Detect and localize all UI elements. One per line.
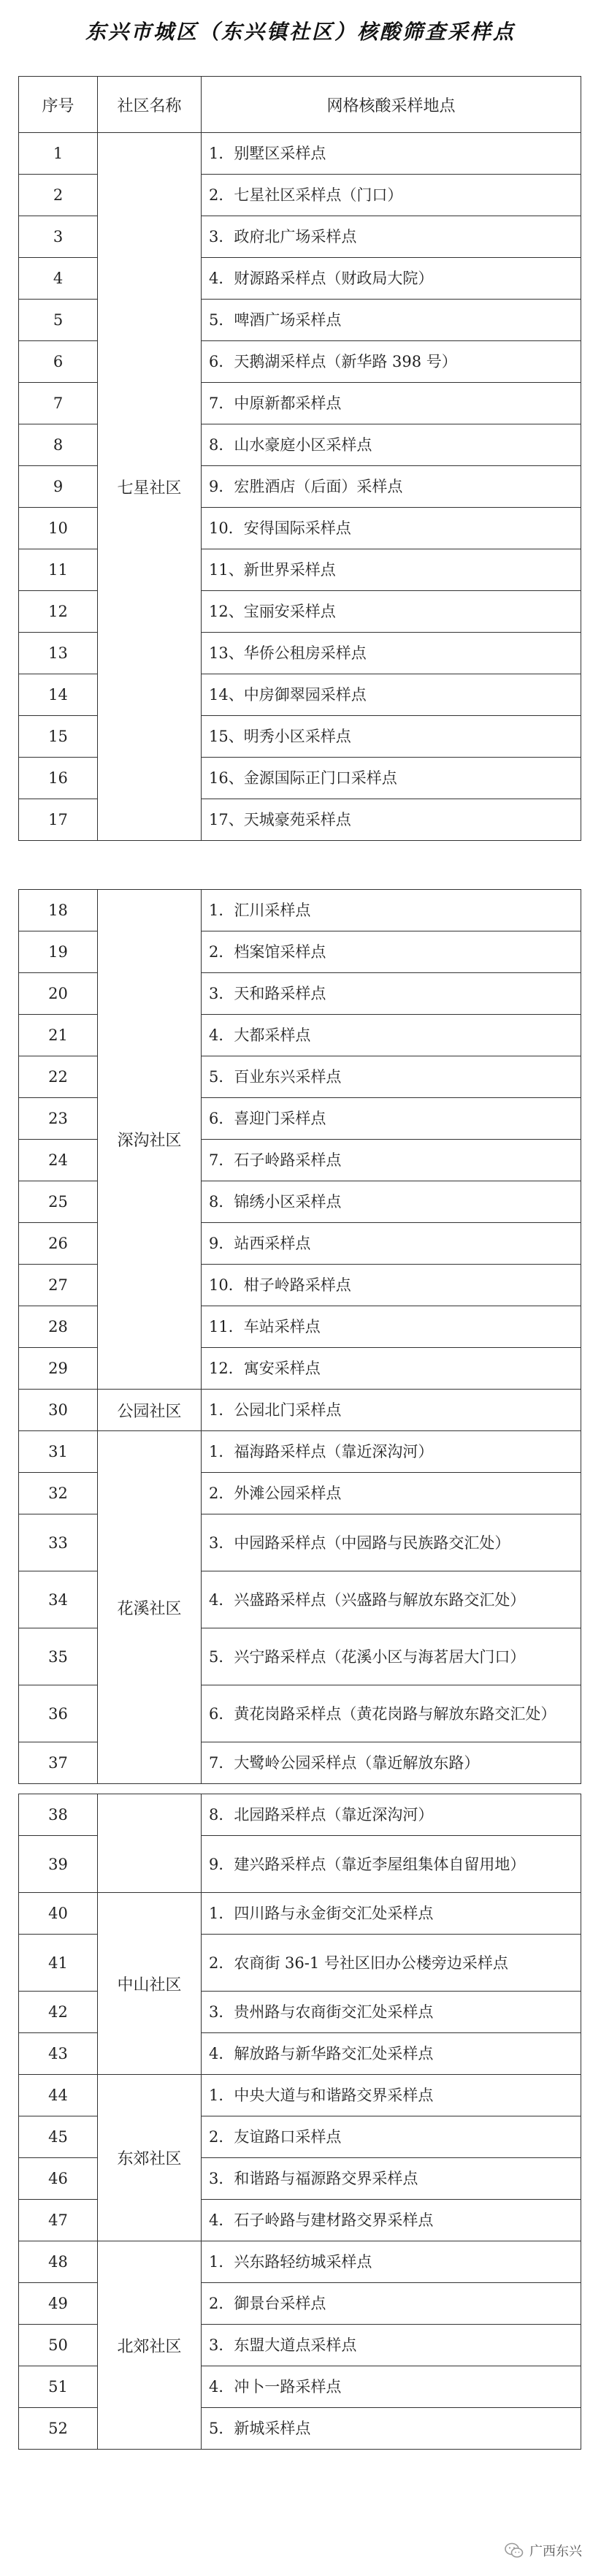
row-site: 5．兴宁路采样点（花溪小区与海茗居大门口） bbox=[202, 1628, 581, 1685]
row-no: 26 bbox=[19, 1223, 98, 1265]
row-site: 3．中园路采样点（中园路与民族路交汇处） bbox=[202, 1514, 581, 1571]
row-site: 3．天和路采样点 bbox=[202, 973, 581, 1015]
header-site: 网格核酸采样地点 bbox=[202, 77, 581, 133]
row-no: 22 bbox=[19, 1056, 98, 1098]
row-no: 18 bbox=[19, 890, 98, 931]
header-no: 序号 bbox=[19, 77, 98, 133]
row-no: 9 bbox=[19, 466, 98, 508]
row-site: 4．兴盛路采样点（兴盛路与解放东路交汇处） bbox=[202, 1571, 581, 1628]
footer-text: 广西东兴 bbox=[529, 2544, 582, 2559]
row-no: 39 bbox=[19, 1836, 98, 1893]
row-no: 7 bbox=[19, 383, 98, 424]
row-site: 2．御景台采样点 bbox=[202, 2283, 581, 2325]
row-no: 40 bbox=[19, 1893, 98, 1935]
table-row bbox=[19, 890, 581, 931]
row-no: 1 bbox=[19, 133, 98, 175]
row-site: 3．贵州路与农商街交汇处采样点 bbox=[202, 1992, 581, 2033]
row-site: 11．车站采样点 bbox=[202, 1306, 581, 1348]
table-header bbox=[19, 77, 581, 133]
row-no: 20 bbox=[19, 973, 98, 1015]
row-site: 5．新城采样点 bbox=[202, 2408, 581, 2450]
row-no: 50 bbox=[19, 2325, 98, 2366]
row-no: 48 bbox=[19, 2241, 98, 2283]
row-site: 1．别墅区采样点 bbox=[202, 133, 581, 175]
row-no: 24 bbox=[19, 1140, 98, 1181]
row-no: 6 bbox=[19, 341, 98, 383]
row-no: 43 bbox=[19, 2033, 98, 2075]
table-row bbox=[19, 1794, 581, 1836]
row-site: 7．中原新都采样点 bbox=[202, 383, 581, 424]
community-gongyuan: 公园社区 bbox=[98, 1390, 202, 1431]
row-site: 6．黄花岗路采样点（黄花岗路与解放东路交汇处） bbox=[202, 1685, 581, 1742]
community-huaxi-cont bbox=[98, 1794, 202, 1893]
community-dongjiao: 东郊社区 bbox=[98, 2075, 202, 2241]
row-no: 42 bbox=[19, 1992, 98, 2033]
row-no: 17 bbox=[19, 799, 98, 841]
row-no: 34 bbox=[19, 1571, 98, 1628]
row-site: 2．农商街 36-1 号社区旧办公楼旁边采样点 bbox=[202, 1935, 581, 1992]
table-row bbox=[19, 1390, 581, 1431]
row-site: 4．大都采样点 bbox=[202, 1015, 581, 1056]
row-site: 9．建兴路采样点（靠近李屋组集体自留用地） bbox=[202, 1836, 581, 1893]
row-site: 17、天城豪苑采样点 bbox=[202, 799, 581, 841]
row-site: 14、中房御翠园采样点 bbox=[202, 674, 581, 716]
row-no: 28 bbox=[19, 1306, 98, 1348]
row-site: 3．东盟大道点采样点 bbox=[202, 2325, 581, 2366]
row-no: 27 bbox=[19, 1265, 98, 1306]
row-site: 5．百业东兴采样点 bbox=[202, 1056, 581, 1098]
row-site: 7．大鹭岭公园采样点（靠近解放东路） bbox=[202, 1742, 581, 1784]
row-site: 3．和谐路与福源路交界采样点 bbox=[202, 2158, 581, 2200]
row-no: 36 bbox=[19, 1685, 98, 1742]
row-no: 31 bbox=[19, 1431, 98, 1473]
row-no: 3 bbox=[19, 216, 98, 258]
row-no: 32 bbox=[19, 1473, 98, 1514]
table-row bbox=[19, 1893, 581, 1935]
row-site: 1．四川路与永金街交汇处采样点 bbox=[202, 1893, 581, 1935]
row-site: 3．政府北广场采样点 bbox=[202, 216, 581, 258]
row-no: 5 bbox=[19, 300, 98, 341]
row-site: 4．石子岭路与建材路交界采样点 bbox=[202, 2200, 581, 2241]
row-no: 25 bbox=[19, 1181, 98, 1223]
row-site: 8．山水豪庭小区采样点 bbox=[202, 424, 581, 466]
community-beijiao: 北郊社区 bbox=[98, 2241, 202, 2450]
row-site: 8．北园路采样点（靠近深沟河） bbox=[202, 1794, 581, 1836]
row-no: 49 bbox=[19, 2283, 98, 2325]
row-no: 33 bbox=[19, 1514, 98, 1571]
row-site: 2．外滩公园采样点 bbox=[202, 1473, 581, 1514]
row-no: 19 bbox=[19, 931, 98, 973]
row-site: 1．福海路采样点（靠近深沟河） bbox=[202, 1431, 581, 1473]
row-site: 6．喜迎门采样点 bbox=[202, 1098, 581, 1140]
row-site: 8．锦绣小区采样点 bbox=[202, 1181, 581, 1223]
community-shengou: 深沟社区 bbox=[98, 890, 202, 1390]
row-no: 2 bbox=[19, 175, 98, 216]
row-no: 21 bbox=[19, 1015, 98, 1056]
row-site: 16、金源国际正门口采样点 bbox=[202, 758, 581, 799]
row-site: 12、宝丽安采样点 bbox=[202, 591, 581, 633]
row-no: 11 bbox=[19, 549, 98, 591]
footer-watermark bbox=[505, 2541, 582, 2560]
row-site: 1．公园北门采样点 bbox=[202, 1390, 581, 1431]
row-no: 8 bbox=[19, 424, 98, 466]
row-no: 14 bbox=[19, 674, 98, 716]
page-title: 东兴市城区（东兴镇社区）核酸筛查采样点 bbox=[85, 20, 516, 44]
row-site: 1．中央大道与和谐路交界采样点 bbox=[202, 2075, 581, 2116]
row-no: 47 bbox=[19, 2200, 98, 2241]
row-site: 6．天鹅湖采样点（新华路 398 号） bbox=[202, 341, 581, 383]
row-no: 23 bbox=[19, 1098, 98, 1140]
row-no: 52 bbox=[19, 2408, 98, 2450]
row-site: 15、明秀小区采样点 bbox=[202, 716, 581, 758]
row-no: 51 bbox=[19, 2366, 98, 2408]
row-no: 29 bbox=[19, 1348, 98, 1390]
row-no: 44 bbox=[19, 2075, 98, 2116]
row-site: 4．财源路采样点（财政局大院） bbox=[202, 258, 581, 300]
row-site: 5．啤酒广场采样点 bbox=[202, 300, 581, 341]
row-site: 9．宏胜酒店（后面）采样点 bbox=[202, 466, 581, 508]
community-zhongshan: 中山社区 bbox=[98, 1893, 202, 2075]
row-site: 12．寓安采样点 bbox=[202, 1348, 581, 1390]
row-site: 10．柑子岭路采样点 bbox=[202, 1265, 581, 1306]
table-row bbox=[19, 133, 581, 175]
row-site: 1．汇川采样点 bbox=[202, 890, 581, 931]
row-no: 41 bbox=[19, 1935, 98, 1992]
table-block-2 bbox=[18, 889, 581, 1784]
table-block-1 bbox=[18, 76, 581, 841]
table-block-3 bbox=[18, 1794, 581, 2450]
row-no: 35 bbox=[19, 1628, 98, 1685]
row-site: 13、华侨公租房采样点 bbox=[202, 633, 581, 674]
row-no: 38 bbox=[19, 1794, 98, 1836]
row-no: 46 bbox=[19, 2158, 98, 2200]
row-no: 45 bbox=[19, 2116, 98, 2158]
row-site: 2．七星社区采样点（门口） bbox=[202, 175, 581, 216]
table-row bbox=[19, 2075, 581, 2116]
wechat-icon bbox=[505, 2542, 524, 2558]
row-site: 2．档案馆采样点 bbox=[202, 931, 581, 973]
row-site: 1．兴东路轻纺城采样点 bbox=[202, 2241, 581, 2283]
row-site: 10．安得国际采样点 bbox=[202, 508, 581, 549]
community-huaxi: 花溪社区 bbox=[98, 1431, 202, 1784]
table-row bbox=[19, 1431, 581, 1473]
row-site: 4．冲卜一路采样点 bbox=[202, 2366, 581, 2408]
header-community: 社区名称 bbox=[98, 77, 202, 133]
row-no: 13 bbox=[19, 633, 98, 674]
row-no: 4 bbox=[19, 258, 98, 300]
row-no: 37 bbox=[19, 1742, 98, 1784]
row-site: 7．石子岭路采样点 bbox=[202, 1140, 581, 1181]
row-site: 9．站西采样点 bbox=[202, 1223, 581, 1265]
community-qixing: 七星社区 bbox=[98, 133, 202, 841]
row-no: 10 bbox=[19, 508, 98, 549]
row-no: 12 bbox=[19, 591, 98, 633]
row-no: 16 bbox=[19, 758, 98, 799]
row-no: 15 bbox=[19, 716, 98, 758]
table-row bbox=[19, 2241, 581, 2283]
row-site: 4．解放路与新华路交汇处采样点 bbox=[202, 2033, 581, 2075]
row-no: 30 bbox=[19, 1390, 98, 1431]
row-site: 11、新世界采样点 bbox=[202, 549, 581, 591]
row-site: 2．友谊路口采样点 bbox=[202, 2116, 581, 2158]
